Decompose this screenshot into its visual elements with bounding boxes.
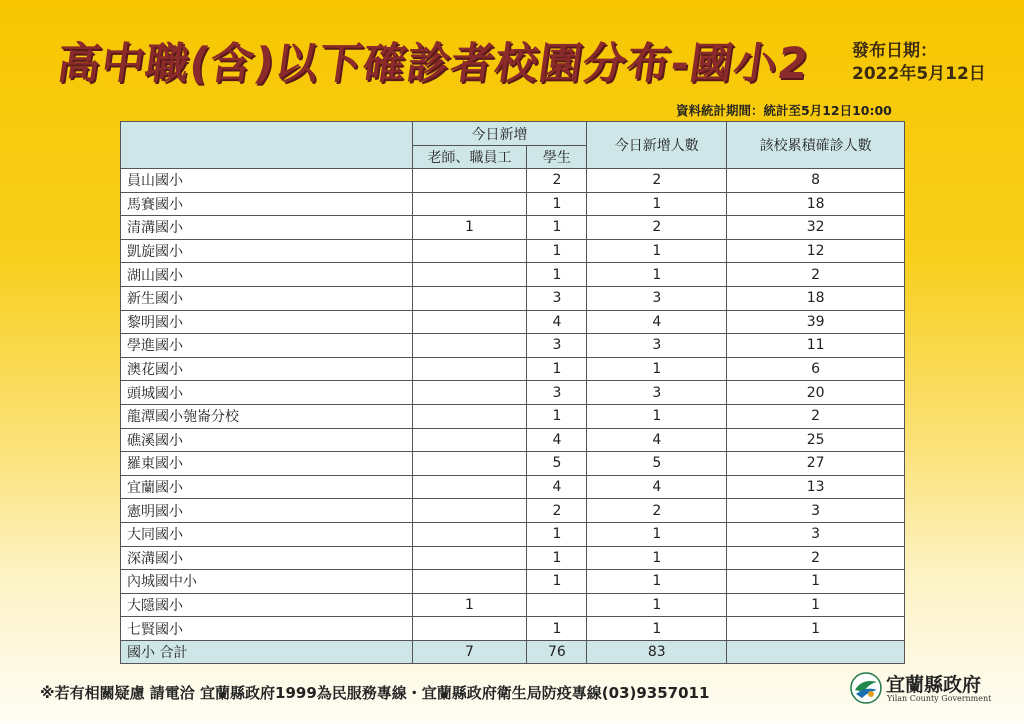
staff-cell (412, 570, 527, 594)
county-name: 宜蘭縣政府 (886, 674, 982, 696)
staff-cell (412, 522, 527, 546)
cumulative-cell: 1 (727, 570, 905, 594)
students-cell: 1 (527, 404, 587, 428)
cumulative-cell: 2 (727, 263, 905, 287)
table-row (121, 263, 905, 287)
staff-cell (412, 546, 527, 570)
publish-date-block (852, 40, 986, 86)
school-name-cell: 羅東國小 (121, 452, 413, 476)
today-total-cell: 4 (587, 428, 727, 452)
cumulative-cell: 18 (727, 192, 905, 216)
staff-cell (412, 357, 527, 381)
students-cell: 1 (527, 357, 587, 381)
school-name-cell: 內城國中小 (121, 570, 413, 594)
table-row (121, 381, 905, 405)
staff-cell: 1 (412, 593, 527, 617)
school-name-cell: 馬賽國小 (121, 192, 413, 216)
cumulative-cell: 13 (727, 475, 905, 499)
table-row (121, 239, 905, 263)
school-name-cell: 憲明國小 (121, 499, 413, 523)
staff-cell (412, 169, 527, 193)
total-staff: 7 (412, 640, 527, 664)
today-total-cell: 2 (587, 169, 727, 193)
school-name-cell: 大同國小 (121, 522, 413, 546)
table-row (121, 546, 905, 570)
school-name-cell: 宜蘭國小 (121, 475, 413, 499)
cumulative-cell: 3 (727, 522, 905, 546)
header-students: 學生 (527, 146, 587, 169)
cumulative-cell: 39 (727, 310, 905, 334)
contact-note: ※若有相關疑慮 請電洽 宜蘭縣政府1999為民服務專線・宜蘭縣政府衛生局防疫專線(03)9357011 (40, 684, 710, 702)
cumulative-cell: 6 (727, 357, 905, 381)
students-cell: 1 (527, 617, 587, 641)
students-cell (527, 593, 587, 617)
students-cell: 4 (527, 428, 587, 452)
table-row (121, 192, 905, 216)
today-total-cell: 1 (587, 522, 727, 546)
stat-period: 資料統計期間：統計至5月12日10:00 (676, 103, 892, 118)
students-cell: 1 (527, 522, 587, 546)
today-total-cell: 1 (587, 570, 727, 594)
staff-cell (412, 334, 527, 358)
cumulative-cell: 8 (727, 169, 905, 193)
staff-cell (412, 263, 527, 287)
yilan-county-emblem-icon (850, 672, 882, 704)
header-school (121, 122, 413, 169)
header-teachers-staff: 老師、職員工 (412, 146, 527, 169)
today-total-cell: 1 (587, 617, 727, 641)
header-cumulative: 該校累積確診人數 (727, 122, 905, 169)
table-row (121, 169, 905, 193)
school-name-cell: 凱旋國小 (121, 239, 413, 263)
students-cell: 5 (527, 452, 587, 476)
school-name-cell: 新生國小 (121, 286, 413, 310)
school-name-cell: 礁溪國小 (121, 428, 413, 452)
today-total-cell: 1 (587, 404, 727, 428)
county-name-english: Yilan County Government (887, 694, 992, 703)
school-name-cell: 龍潭國小匏崙分校 (121, 404, 413, 428)
total-today: 83 (587, 640, 727, 664)
table-row (121, 617, 905, 641)
staff-cell (412, 381, 527, 405)
today-total-cell: 3 (587, 381, 727, 405)
staff-cell (412, 286, 527, 310)
students-cell: 4 (527, 475, 587, 499)
students-cell: 2 (527, 169, 587, 193)
cumulative-cell: 11 (727, 334, 905, 358)
today-total-cell: 1 (587, 239, 727, 263)
today-total-cell: 4 (587, 475, 727, 499)
today-total-cell: 3 (587, 334, 727, 358)
table-row (121, 286, 905, 310)
today-total-cell: 4 (587, 310, 727, 334)
students-cell: 1 (527, 263, 587, 287)
table-row (121, 334, 905, 358)
students-cell: 2 (527, 499, 587, 523)
header-today-total: 今日新增人數 (587, 122, 727, 169)
cumulative-cell: 2 (727, 546, 905, 570)
cumulative-cell: 32 (727, 216, 905, 240)
students-cell: 3 (527, 334, 587, 358)
school-name-cell: 七賢國小 (121, 617, 413, 641)
table-row (121, 593, 905, 617)
school-name-cell: 澳花國小 (121, 357, 413, 381)
staff-cell (412, 475, 527, 499)
staff-cell (412, 617, 527, 641)
staff-cell (412, 192, 527, 216)
students-cell: 1 (527, 192, 587, 216)
today-total-cell: 5 (587, 452, 727, 476)
today-total-cell: 1 (587, 357, 727, 381)
staff-cell (412, 428, 527, 452)
students-cell: 1 (527, 546, 587, 570)
students-cell: 1 (527, 570, 587, 594)
table-row (121, 570, 905, 594)
staff-cell (412, 452, 527, 476)
school-name-cell: 學進國小 (121, 334, 413, 358)
table-row (121, 475, 905, 499)
table-row (121, 216, 905, 240)
cumulative-cell: 1 (727, 593, 905, 617)
total-label: 國小 合計 (121, 640, 413, 664)
students-cell: 1 (527, 239, 587, 263)
table-row (121, 310, 905, 334)
cumulative-cell: 20 (727, 381, 905, 405)
county-logo (850, 668, 1000, 708)
school-name-cell: 湖山國小 (121, 263, 413, 287)
school-name-cell: 黎明國小 (121, 310, 413, 334)
today-total-cell: 2 (587, 216, 727, 240)
cumulative-cell: 12 (727, 239, 905, 263)
today-total-cell: 1 (587, 192, 727, 216)
total-row (121, 640, 905, 664)
header-today-new: 今日新增 (412, 122, 587, 146)
school-case-table (120, 121, 905, 664)
today-total-cell: 1 (587, 593, 727, 617)
school-name-cell: 大隱國小 (121, 593, 413, 617)
cumulative-cell: 18 (727, 286, 905, 310)
total-students: 76 (527, 640, 587, 664)
school-name-cell: 頭城國小 (121, 381, 413, 405)
table-row (121, 357, 905, 381)
today-total-cell: 1 (587, 546, 727, 570)
staff-cell (412, 404, 527, 428)
students-cell: 3 (527, 286, 587, 310)
publish-date-value: 2022年5月12日 (852, 64, 986, 84)
school-name-cell: 員山國小 (121, 169, 413, 193)
table-row (121, 452, 905, 476)
staff-cell (412, 310, 527, 334)
cumulative-cell: 25 (727, 428, 905, 452)
today-total-cell: 2 (587, 499, 727, 523)
publish-date-label: 發布日期： (852, 41, 937, 61)
total-cumulative (727, 640, 905, 664)
cumulative-cell: 1 (727, 617, 905, 641)
today-total-cell: 3 (587, 286, 727, 310)
students-cell: 4 (527, 310, 587, 334)
table-row (121, 404, 905, 428)
table-row (121, 428, 905, 452)
staff-cell: 1 (412, 216, 527, 240)
students-cell: 3 (527, 381, 587, 405)
staff-cell (412, 239, 527, 263)
today-total-cell: 1 (587, 263, 727, 287)
school-name-cell: 深溝國小 (121, 546, 413, 570)
students-cell: 1 (527, 216, 587, 240)
cumulative-cell: 2 (727, 404, 905, 428)
school-name-cell: 清溝國小 (121, 216, 413, 240)
staff-cell (412, 499, 527, 523)
table-row (121, 522, 905, 546)
cumulative-cell: 3 (727, 499, 905, 523)
table-row (121, 499, 905, 523)
page-title: 高中職(含)以下確診者校園分布-國小2 (53, 39, 813, 89)
cumulative-cell: 27 (727, 452, 905, 476)
